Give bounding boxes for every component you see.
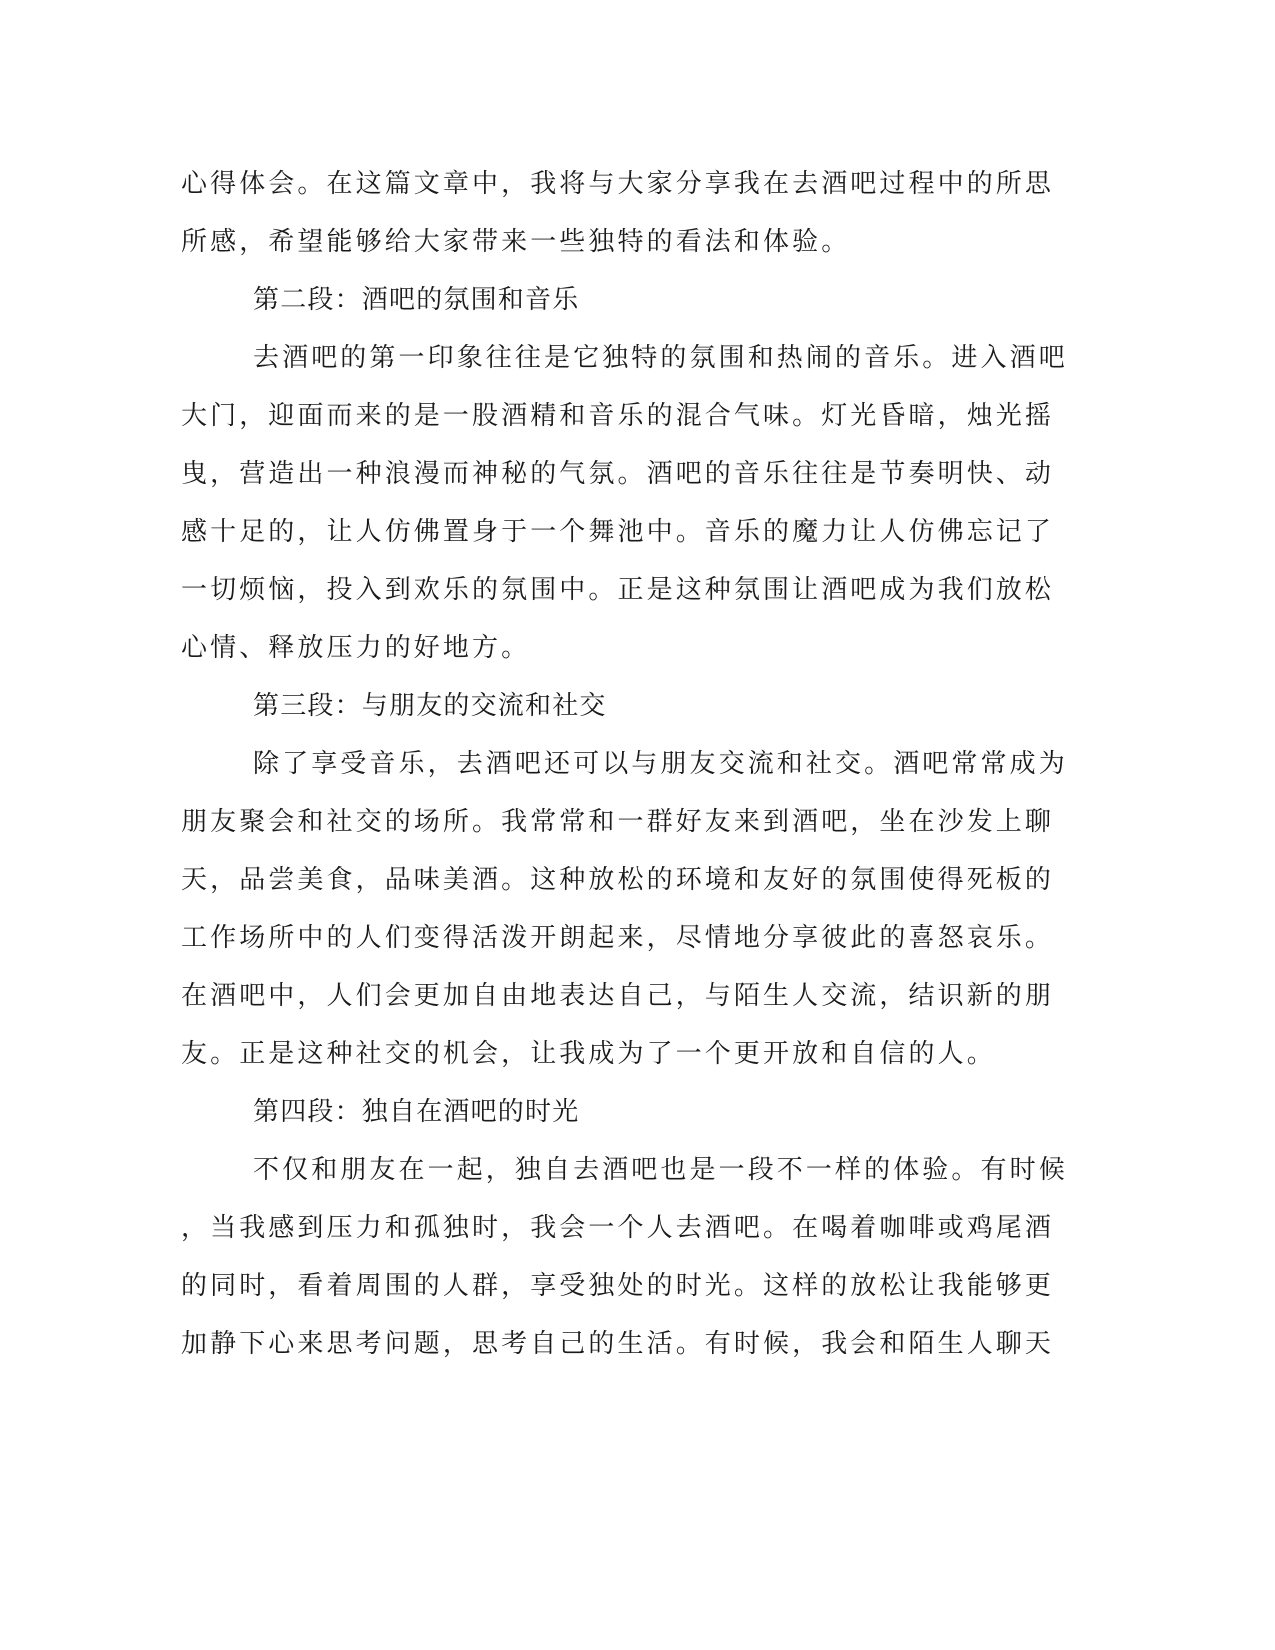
section-heading-2: 第二段：酒吧的氛围和音乐: [253, 285, 580, 315]
paragraph-line: 朋友聚会和社交的场所。我常常和一群好友来到酒吧，坐在沙发上聊: [181, 807, 1055, 837]
paragraph-line: 所感，希望能够给大家带来一些独特的看法和体验。: [181, 227, 851, 257]
paragraph-line: 一切烦恼，投入到欢乐的氛围中。正是这种氛围让酒吧成为我们放松: [181, 575, 1055, 605]
paragraph-line: 心得体会。在这篇文章中，我将与大家分享我在去酒吧过程中的所思: [181, 169, 1055, 199]
paragraph-line: 除了享受音乐，去酒吧还可以与朋友交流和社交。酒吧常常成为: [253, 749, 1068, 779]
paragraph-line: 加静下心来思考问题，思考自己的生活。有时候，我会和陌生人聊天: [181, 1329, 1055, 1359]
paragraph-line: 在酒吧中，人们会更加自由地表达自己，与陌生人交流，结识新的朋: [181, 981, 1055, 1011]
section-heading-4: 第四段：独自在酒吧的时光: [253, 1097, 580, 1127]
paragraph-line: 友。正是这种社交的机会，让我成为了一个更开放和自信的人。: [181, 1039, 996, 1069]
paragraph-line: ，当我感到压力和孤独时，我会一个人去酒吧。在喝着咖啡或鸡尾酒: [181, 1213, 1055, 1243]
paragraph-line: 心情、释放压力的好地方。: [181, 633, 531, 663]
paragraph-line: 曳，营造出一种浪漫而神秘的气氛。酒吧的音乐往往是节奏明快、动: [181, 459, 1055, 489]
paragraph-line: 工作场所中的人们变得活泼开朗起来，尽情地分享彼此的喜怒哀乐。: [181, 923, 1055, 953]
paragraph-line: 去酒吧的第一印象往往是它独特的氛围和热闹的音乐。进入酒吧: [253, 343, 1068, 373]
paragraph-line: 感十足的，让人仿佛置身于一个舞池中。音乐的魔力让人仿佛忘记了: [181, 517, 1055, 547]
paragraph-line: 大门，迎面而来的是一股酒精和音乐的混合气味。灯光昏暗，烛光摇: [181, 401, 1055, 431]
paragraph-line: 天，品尝美食，品味美酒。这种放松的环境和友好的氛围使得死板的: [181, 865, 1055, 895]
paragraph-line: 不仅和朋友在一起，独自去酒吧也是一段不一样的体验。有时候: [253, 1155, 1068, 1185]
section-heading-3: 第三段：与朋友的交流和社交: [253, 691, 607, 721]
paragraph-line: 的同时，看着周围的人群，享受独处的时光。这样的放松让我能够更: [181, 1271, 1055, 1301]
